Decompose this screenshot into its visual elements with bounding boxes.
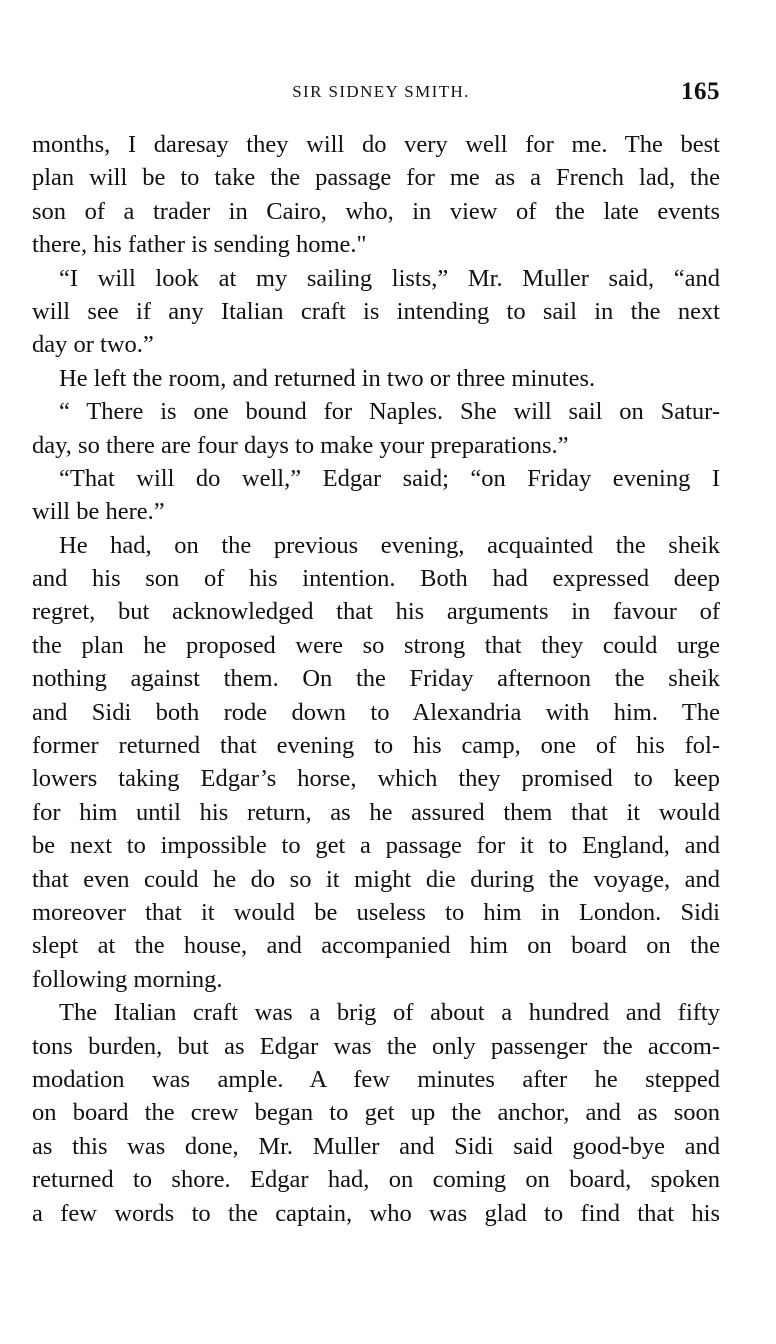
page-number: 165 xyxy=(681,78,720,105)
text-line: following morning. xyxy=(32,965,223,993)
text-line: that even could he do so it might die during the voyage, and xyxy=(32,865,720,893)
text-line: tons burden, but as Edgar was the only passenger the accom- xyxy=(32,1032,720,1060)
text-line: “I will look at my sailing lists,” Mr. Muller said, “and xyxy=(59,264,720,292)
text-line: a few words to the captain, who was glad to find that his xyxy=(32,1199,720,1227)
text-line: will see if any Italian craft is intending to sail in the next xyxy=(32,297,720,325)
text-line: the plan he proposed were so strong that they could urge xyxy=(32,631,720,659)
text-line: modation was ample. A few minutes after he stepped xyxy=(32,1065,720,1093)
text-line: “ There is one bound for Naples. She will sail on Satur- xyxy=(59,398,720,426)
text-line: be next to impossible to get a passage for it to England, and xyxy=(32,832,720,860)
text-line: and his son of his intention. Both had expressed deep xyxy=(32,565,720,593)
running-title: SIR SIDNEY SMITH. xyxy=(292,82,470,101)
body-text xyxy=(32,128,720,1230)
text-line: day or two.” xyxy=(32,331,154,359)
text-line: “That will do well,” Edgar said; “on Friday evening I xyxy=(59,464,720,492)
text-line: He left the room, and returned in two or three minutes. xyxy=(59,364,596,392)
text-line: moreover that it would be useless to him in London. Sidi xyxy=(32,898,720,926)
text-line: The Italian craft was a brig of about a hundred and fifty xyxy=(59,999,720,1027)
text-line: slept at the house, and accompanied him on board on the xyxy=(32,932,720,960)
text-line: former returned that evening to his camp, one of his fol- xyxy=(32,732,720,760)
text-line: He had, on the previous evening, acquainted the sheik xyxy=(59,531,720,559)
text-line: on board the crew began to get up the anchor, and as soon xyxy=(32,1099,720,1127)
text-line: and Sidi both rode down to Alexandria with him. The xyxy=(32,698,720,726)
text-line: returned to shore. Edgar had, on coming on board, spoken xyxy=(32,1166,720,1194)
text-line: nothing against them. On the Friday afternoon the sheik xyxy=(32,665,720,693)
text-line: regret, but acknowledged that his arguments in favour of xyxy=(32,598,720,626)
text-line: lowers taking Edgar’s horse, which they promised to keep xyxy=(32,765,720,793)
text-line: there, his father is sending home." xyxy=(32,231,367,259)
running-head xyxy=(32,78,720,108)
text-line: for him until his return, as he assured them that it would xyxy=(32,798,720,826)
text-line: months, I daresay they will do very well for me. The best xyxy=(32,131,720,158)
text-line: day, so there are four days to make your preparations.” xyxy=(32,431,569,459)
text-line: son of a trader in Cairo, who, in view of the late events xyxy=(32,197,720,225)
text-line: plan will be to take the passage for me as a French lad, the xyxy=(32,164,720,192)
text-line: as this was done, Mr. Muller and Sidi said good-bye and xyxy=(32,1132,720,1160)
text-line: will be here.” xyxy=(32,498,165,526)
